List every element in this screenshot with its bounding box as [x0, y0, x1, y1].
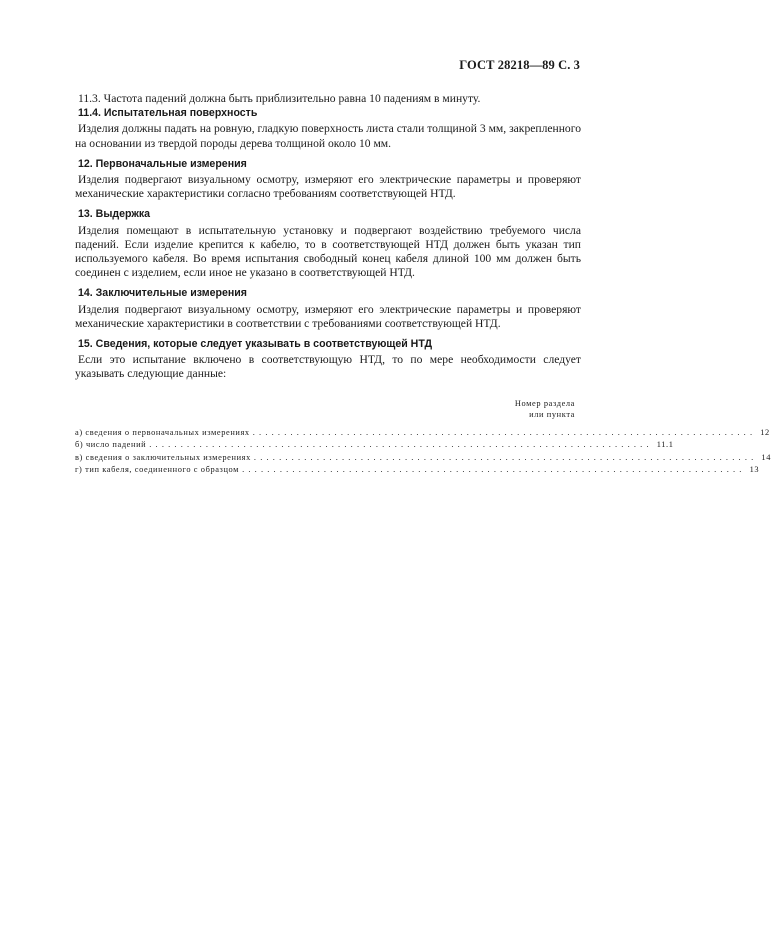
dot-leader: ................................................................................: [149, 440, 653, 450]
heading-14: 14. Заключительные измерения: [78, 287, 247, 300]
row-value: 12: [760, 427, 770, 437]
paragraph-15: Если это испытание включено в соответствующую НТД, то по мере необходимости следует указывать следующие данные:: [75, 353, 581, 381]
dot-leader: ................................................................................: [252, 427, 757, 437]
paragraph-11-3: 11.3. Частота падений должна быть приблизительно равна 10 падениям в минуту.: [78, 92, 481, 105]
table-row: [75, 426, 770, 439]
paragraph-14: Изделия подвергают визуальному осмотру, измеряют его электрические параметры и проверяют механические характеристики в соответствии с требованиями соответствующей НТД.: [75, 302, 581, 330]
table-row: [75, 451, 771, 464]
row-label: в) сведения о заключительных измерениях: [75, 452, 251, 462]
column-header-line-1: Номер раздела: [514, 398, 575, 408]
column-header: [75, 398, 581, 420]
heading-11-4: 11.4. Испытательная поверхность: [78, 107, 258, 120]
reference-table: [75, 398, 771, 476]
column-header-line-2: или пункта: [529, 409, 575, 419]
heading-15: 15. Сведения, которые следует указывать в соответствующей НТД: [78, 338, 433, 351]
row-value: 11.1: [656, 440, 674, 450]
table-rows: [75, 426, 771, 476]
row-label: б) число падений: [75, 440, 147, 450]
row-value: 13: [749, 465, 760, 475]
row-label: а) сведения о первоначальных измерениях: [75, 427, 250, 437]
heading-13: 13. Выдержка: [78, 208, 151, 221]
row-value: 14: [761, 452, 771, 462]
paragraph-13: Изделия помещают в испытательную установку и подвергают воздействию требуемого числа падений. Если изделие крепится к кабелю, то в соответствующей НТД должен быть указан тип используемого кабеля. Во время испытания свободный конец кабеля длиной 100 мм должен быть соединен с изделием, если иное не указано в соответствующей НТД.: [75, 223, 581, 280]
page-header: ГОСТ 28218—89 С. 3: [459, 58, 580, 72]
dot-leader: ................................................................................: [253, 452, 758, 462]
row-label: г) тип кабеля, соединенного с образцом: [75, 465, 240, 475]
paragraph-11-4: Изделия должны падать на ровную, гладкую поверхность листа стали толщиной 3 мм, закрепленного на основании из твердой породы дерева толщиной около 10 мм.: [75, 122, 581, 150]
heading-12: 12. Первоначальные измерения: [78, 157, 247, 170]
table-row: [75, 438, 674, 451]
table-row: [75, 463, 760, 476]
document-body: [75, 92, 771, 476]
dot-leader: ................................................................................: [242, 465, 746, 475]
paragraph-12: Изделия подвергают визуальному осмотру, измеряют его электрические параметры и проверяют механические характеристики согласно требованиям соответствующей НТД.: [75, 173, 581, 201]
